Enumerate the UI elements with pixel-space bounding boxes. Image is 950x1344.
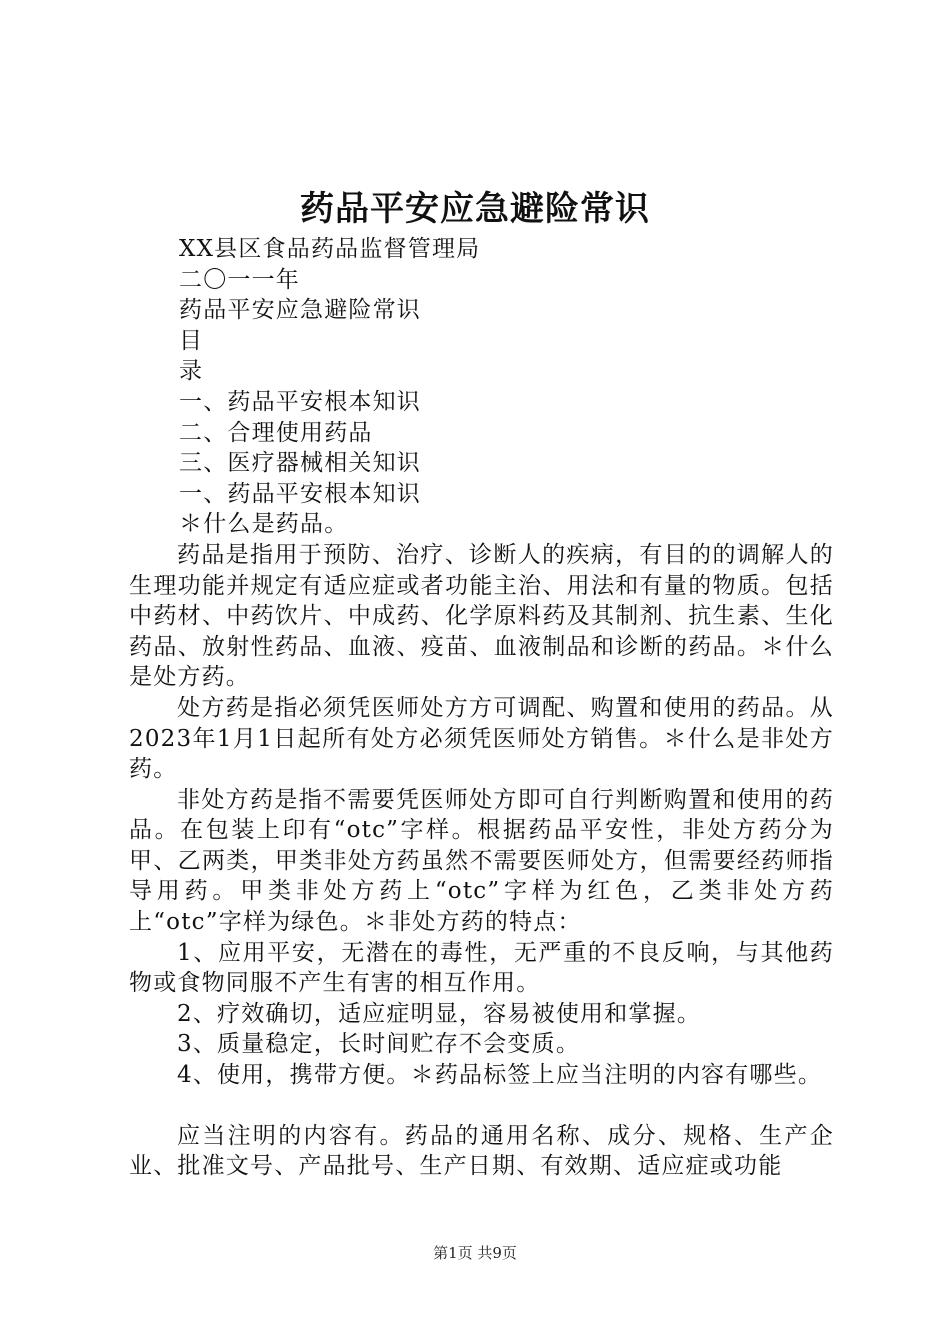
- issuing-organization: XX县区食品药品监督管理局: [179, 236, 481, 262]
- toc-heading-mu: 目: [179, 327, 204, 354]
- otc-feature-3: 3、质量稳定，长时间贮存不会变质。: [177, 1031, 581, 1058]
- otc-feature-2: 2、疗效确切，适应症明显，容易被使用和掌握。: [177, 1000, 702, 1027]
- toc-item-1: 一、药品平安根本知识: [179, 388, 421, 415]
- issue-year: 二〇一一年: [179, 266, 300, 293]
- page-footer: 第1页 共9页: [433, 1244, 517, 1262]
- toc-item-2: 二、合理使用药品: [179, 419, 373, 446]
- section-heading-1: 一、药品平安根本知识: [179, 480, 421, 507]
- paragraph-otc-drugs: 非处方药是指不需要凭医师处方即可自行判断购置和使用的药品。在包装上印有“otc”字样。根据药品平安性，非处方药分为甲、乙两类，甲类非处方药虽然不需要医师处方，但需要经药师指导用药。甲类非处方药上“otc”字样为红色，乙类非处方药上“otc”字样为绿色。＊非处方药的特点：: [129, 786, 834, 936]
- toc-heading-lu: 录: [179, 358, 204, 385]
- toc-item-3: 三、医疗器械相关知识: [179, 450, 421, 477]
- paragraph-label-contents: 应当注明的内容有。药品的通用名称、成分、规格、生产企业、批准文号、产品批号、生产日期、有效期、适应症或功能: [129, 1122, 834, 1180]
- document-body: [129, 234, 834, 1182]
- otc-feature-1: 1、应用平安，无潜在的毒性，无严重的不良反响，与其他药物或食物同服不产生有害的相互作用。: [129, 939, 834, 997]
- document-title: 药品平安应急避险常识: [300, 189, 650, 229]
- question-what-is-drug: ＊什么是药品。: [179, 511, 349, 538]
- paragraph-spacer: [129, 1091, 834, 1121]
- paragraph-drug-definition: 药品是指用于预防、治疗、诊断人的疾病，有目的的调解人的生理功能并规定有适应症或者功能主治、用法和有量的物质。包括中药材、中药饮片、中成药、化学原料药及其制剂、抗生素、生化药品、放射性药品、血液、疫苗、血液制品和诊断的药品。＊什么是处方药。: [129, 541, 834, 691]
- paragraph-prescription-drugs: 处方药是指必须凭医师处方方可调配、购置和使用的药品。从2023年1月1日起所有处方必须凭医师处方销售。＊什么是非处方药。: [129, 694, 834, 783]
- otc-feature-4: 4、使用，携带方便。＊药品标签上应当注明的内容有哪些。: [177, 1062, 823, 1089]
- document-subtitle: 药品平安应急避险常识: [179, 297, 421, 324]
